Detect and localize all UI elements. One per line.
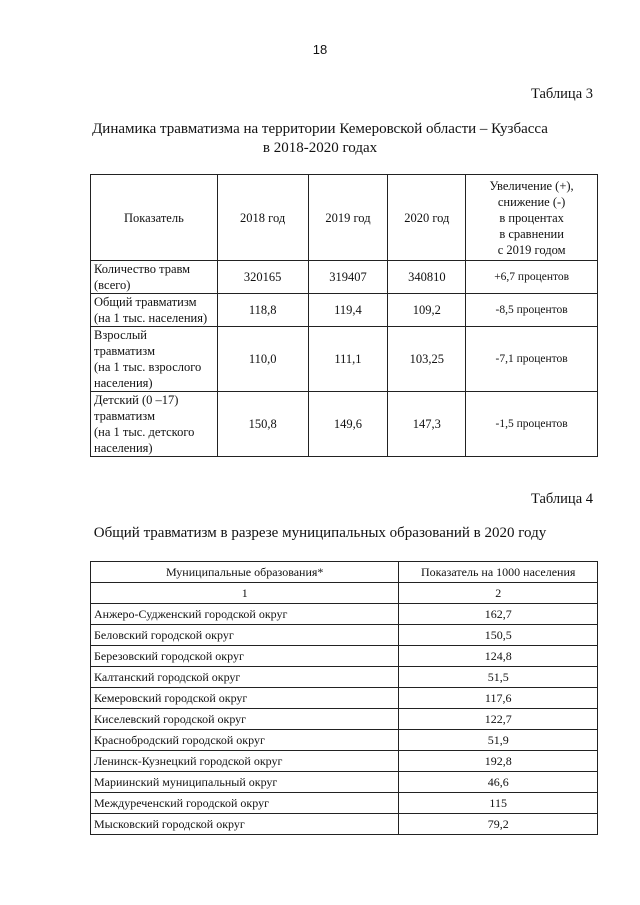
- table4-row: [91, 667, 598, 688]
- table3-change-header: [466, 175, 598, 261]
- table3-change-header-line: Увеличение (+),: [489, 178, 574, 193]
- table4-row: [91, 793, 598, 814]
- table4-rate-value: 51,9: [399, 730, 598, 751]
- table3-change-cell: -7,1 процентов: [466, 327, 598, 392]
- table4-municipality-name: Краснобродский городской округ: [91, 730, 399, 751]
- table4-rate-value: 150,5: [399, 625, 598, 646]
- table3-row: [91, 392, 598, 457]
- table3-indicator-line: (всего): [94, 278, 131, 292]
- table3-value-y2020: 109,2: [388, 294, 466, 327]
- table3-label: Таблица 3: [530, 86, 593, 102]
- table4-municipality-name: Мариинский муниципальный округ: [91, 772, 399, 793]
- table3-value-y2018: 150,8: [217, 392, 308, 457]
- table3-indicator-line: Взрослый: [94, 328, 147, 342]
- table3-row: [91, 327, 598, 392]
- table3-indicator-line: Детский (0 –17): [94, 393, 179, 407]
- table3-value-y2018: 118,8: [217, 294, 308, 327]
- table3-header-cell: 2018 год: [217, 175, 308, 261]
- table3-header-cell: 2019 год: [308, 175, 388, 261]
- table3-title: [0, 120, 640, 158]
- table4-row: [91, 814, 598, 835]
- table4-column-number: 2: [399, 583, 598, 604]
- table4-municipality-name: Беловский городской округ: [91, 625, 399, 646]
- table3-value-y2018: 110,0: [217, 327, 308, 392]
- table3-indicator-cell: [91, 392, 218, 457]
- injury-dynamics-table: [90, 174, 598, 457]
- table3-change-cell: -8,5 процентов: [466, 294, 598, 327]
- table3-indicator-cell: [91, 327, 218, 392]
- table4-row: [91, 730, 598, 751]
- table4-column-number-row: [91, 583, 598, 604]
- table3-change-cell: -1,5 процентов: [466, 392, 598, 457]
- municipal-injury-table: [90, 561, 598, 835]
- table4-municipality-name: Междуреченский городской округ: [91, 793, 399, 814]
- table3-indicator-line: (на 1 тыс. населения): [94, 311, 208, 325]
- table3-indicator-line: травматизм: [94, 344, 155, 358]
- page-number: 18: [312, 42, 328, 57]
- table4-row: [91, 751, 598, 772]
- table4-header-municipality: Муниципальные образования*: [91, 562, 399, 583]
- table4-title: Общий травматизм в разрезе муниципальных образований в 2020 году: [93, 525, 547, 541]
- table3-value-y2020: 147,3: [388, 392, 466, 457]
- table3-value-y2019: 119,4: [308, 294, 388, 327]
- table3-indicator-line: населения): [94, 376, 153, 390]
- table3-row: [91, 294, 598, 327]
- table3-title-line2: в 2018-2020 годах: [262, 140, 378, 156]
- table3-indicator-cell: [91, 261, 218, 294]
- table4-row: [91, 646, 598, 667]
- table4-rate-value: 46,6: [399, 772, 598, 793]
- table3-indicator-line: травматизм: [94, 409, 155, 423]
- table4-row: [91, 709, 598, 730]
- table4-municipality-name: Мысковский городской округ: [91, 814, 399, 835]
- table3-indicator-line: (на 1 тыс. взрослого: [94, 360, 202, 374]
- table4-row: [91, 604, 598, 625]
- table3-value-y2019: 111,1: [308, 327, 388, 392]
- table4-rate-value: 124,8: [399, 646, 598, 667]
- table3-change-header-line: в процентах: [499, 210, 564, 225]
- table3-value-y2019: 149,6: [308, 392, 388, 457]
- table4-municipality-name: Ленинск-Кузнецкий городской округ: [91, 751, 399, 772]
- table4-row: [91, 625, 598, 646]
- table4-header-row: [91, 562, 598, 583]
- table3-value-y2020: 340810: [388, 261, 466, 294]
- table4-header-rate: Показатель на 1000 населения: [399, 562, 598, 583]
- table4-rate-value: 115: [399, 793, 598, 814]
- table3-indicator-line: населения): [94, 441, 153, 455]
- table4-row: [91, 688, 598, 709]
- table4-municipality-name: Киселевский городской округ: [91, 709, 399, 730]
- table4-municipality-name: Калтанский городской округ: [91, 667, 399, 688]
- table3-indicator-line: Количество травм: [94, 262, 191, 276]
- table4-municipality-name: Кемеровский городской округ: [91, 688, 399, 709]
- table3-change-cell: +6,7 процентов: [466, 261, 598, 294]
- table4-municipality-name: Анжеро-Судженский городской округ: [91, 604, 399, 625]
- table3-indicator-line: Общий травматизм: [94, 295, 197, 309]
- table3-title-line1: Динамика травматизма на территории Кемеровской области – Кузбасса: [92, 121, 548, 137]
- table3-value-y2018: 320165: [217, 261, 308, 294]
- table4-rate-value: 79,2: [399, 814, 598, 835]
- table4-rate-value: 192,8: [399, 751, 598, 772]
- table4-municipality-name: Березовский городской округ: [91, 646, 399, 667]
- table4-rate-value: 162,7: [399, 604, 598, 625]
- table4-rate-value: 117,6: [399, 688, 598, 709]
- table3-indicator-line: (на 1 тыс. детского: [94, 425, 195, 439]
- table3-change-header-line: снижение (-): [497, 194, 566, 209]
- table4-column-number: 1: [91, 583, 399, 604]
- table3-change-header-line: с 2019 годом: [497, 242, 566, 257]
- table3-header-cell: 2020 год: [388, 175, 466, 261]
- table3-value-y2019: 319407: [308, 261, 388, 294]
- table4-row: [91, 772, 598, 793]
- table3-row: [91, 261, 598, 294]
- table3-header-cell: Показатель: [91, 175, 218, 261]
- table3-value-y2020: 103,25: [388, 327, 466, 392]
- table3-change-header-line: в сравнении: [499, 226, 564, 241]
- table3-indicator-cell: [91, 294, 218, 327]
- table3-header-row: [91, 175, 598, 261]
- table4-label: Таблица 4: [530, 491, 593, 507]
- table4-rate-value: 122,7: [399, 709, 598, 730]
- table4-rate-value: 51,5: [399, 667, 598, 688]
